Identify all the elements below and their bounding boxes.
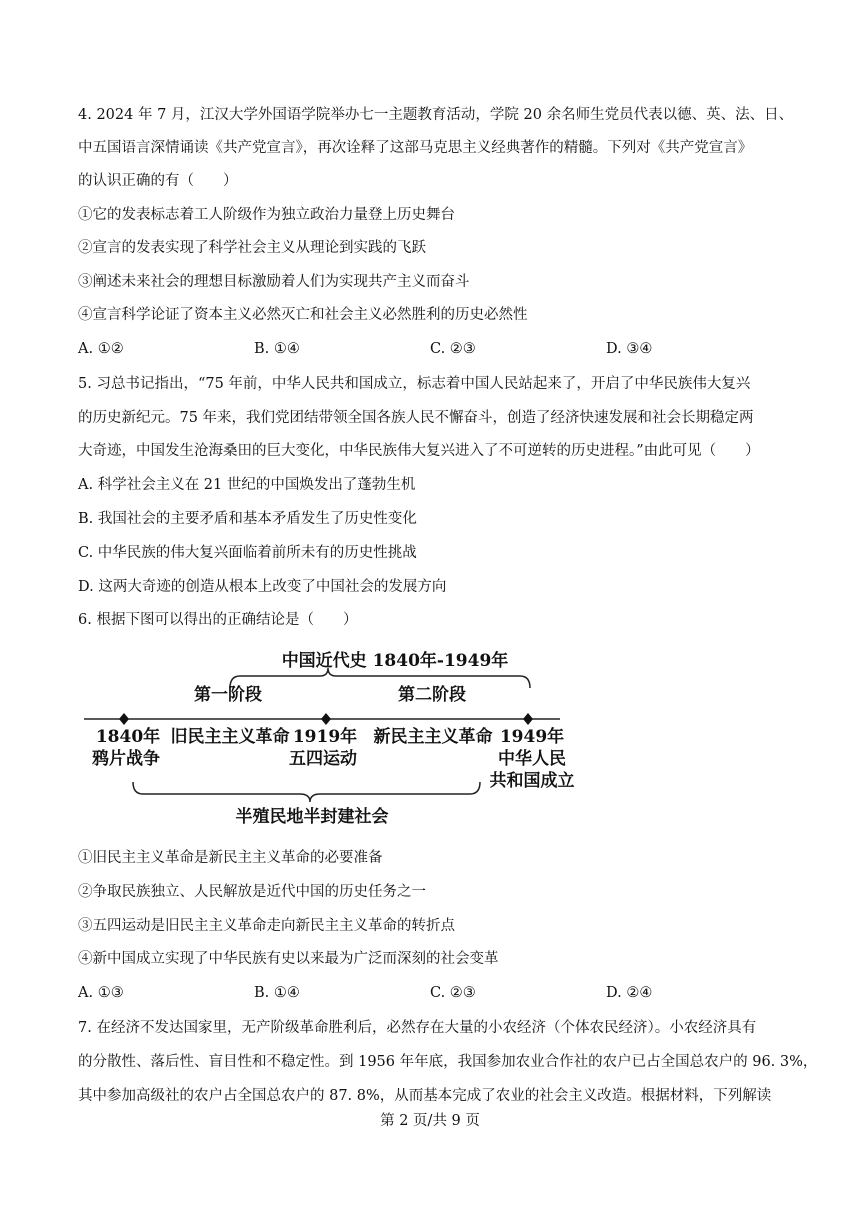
marker-1949: [523, 713, 533, 725]
q5-stem-line-3: 大奇迹，中国发生沧海桑田的巨大变化，中华民族伟大复兴进入了不可逆转的历史进程。”由此可见（ ）: [78, 443, 760, 459]
year-1919: 1919年: [292, 727, 358, 747]
q4-option-a[interactable]: A. ①②: [78, 341, 124, 357]
q4-option-d[interactable]: D. ③④: [606, 341, 653, 357]
q4-option-c[interactable]: C. ②③: [430, 341, 476, 357]
year-1840: 1840年: [95, 727, 161, 747]
society-label: 半殖民地半封建社会: [235, 807, 389, 827]
q5-stem-line-1: 5. 习总书记指出，“75 年前，中华人民共和国成立，标志着中国人民站起来了，开启了中华民族伟大复兴: [78, 376, 751, 392]
q5-option-b[interactable]: B. 我国社会的主要矛盾和基本矛盾发生了历史性变化: [78, 511, 417, 527]
q4-stem-line-3: 的认识正确的有（ ）: [78, 173, 238, 189]
q6-item-3: ③五四运动是旧民主主义革命走向新民主主义革命的转折点: [78, 918, 455, 934]
year-1949: 1949年: [499, 727, 565, 747]
new-revolution-label: 新民主主义革命: [373, 727, 493, 747]
q7-stem-line-3: 其中参加高级社的农户占全国总农户的 87. 8%，从而基本完成了农业的社会主义改造。根据材料，下列解读: [78, 1088, 772, 1104]
page-footer: 第 2 页/共 9 页: [380, 1113, 480, 1129]
q5-stem-line-2: 的历史新纪元。75 年来，我们党团结带领全国各族人民不懈奋斗，创造了经济快速发展和社会长期稳定两: [78, 410, 754, 426]
q7-stem-line-2: 的分散性、落后性、盲目性和不稳定性。到 1956 年年底，我国参加农业合作社的农户已占全国总农户的 96. 3%，: [78, 1054, 818, 1070]
q6-option-a[interactable]: A. ①③: [78, 985, 124, 1001]
old-revolution-label: 旧民主主义革命: [170, 727, 290, 747]
diagram-title: 中国近代史 1840年-1949年: [281, 651, 509, 671]
marker-1919: [321, 713, 331, 725]
q4-item-1: ①它的发表标志着工人阶级作为独立政治力量登上历史舞台: [78, 207, 455, 223]
q7-stem-line-1: 7. 在经济不发达国家里，无产阶级革命胜利后，必然存在大量的小农经济（个体农民经济）。小农经济具有: [78, 1020, 757, 1036]
q6-item-4: ④新中国成立实现了中华民族有史以来最为广泛而深刻的社会变革: [78, 951, 499, 967]
event-1919: 五四运动: [289, 749, 357, 769]
lower-brace: [133, 782, 480, 802]
q4-stem-line-2: 中五国语言深情诵读《共产党宣言》，再次诠释了这部马克思主义经典著作的精髓。下列对《共产党宣言》: [78, 140, 753, 156]
q6-option-b[interactable]: B. ①④: [254, 985, 300, 1001]
timeline-diagram: [0, 640, 860, 840]
q5-option-d[interactable]: D. 这两大奇迹的创造从根本上改变了中国社会的发展方向: [78, 579, 447, 595]
marker-1840: [119, 713, 129, 725]
q4-item-2: ②宣言的发表实现了科学社会主义从理论到实践的飞跃: [78, 240, 426, 256]
q6-stem: 6. 根据下图可以得出的正确结论是（ ）: [78, 612, 358, 628]
q6-item-1: ①旧民主主义革命是新民主主义革命的必要准备: [78, 850, 383, 866]
q4-item-3: ③阐述未来社会的理想目标激励着人们为实现共产主义而奋斗: [78, 274, 470, 290]
stage-1-label: 第一阶段: [194, 685, 262, 705]
upper-brace: [230, 668, 530, 688]
q5-option-c[interactable]: C. 中华民族的伟大复兴面临着前所未有的历史性挑战: [78, 545, 417, 561]
event-1949-line-1: 中华人民: [498, 749, 566, 769]
q6-option-d[interactable]: D. ②④: [606, 985, 653, 1001]
q4-item-4: ④宣言科学论证了资本主义必然灭亡和社会主义必然胜利的历史必然性: [78, 307, 528, 323]
q4-stem-line-1: 4. 2024 年 7 月，江汉大学外国语学院举办七一主题教育活动，学院 20 余名师生党员代表以德、英、法、日、: [78, 107, 794, 123]
event-1840: 鸦片战争: [92, 749, 160, 769]
q6-option-c[interactable]: C. ②③: [430, 985, 476, 1001]
q6-item-2: ②争取民族独立、人民解放是近代中国的历史任务之一: [78, 884, 426, 900]
stage-2-label: 第二阶段: [398, 685, 466, 705]
q4-option-b[interactable]: B. ①④: [254, 341, 300, 357]
q5-option-a[interactable]: A. 科学社会主义在 21 世纪的中国焕发出了蓬勃生机: [78, 477, 416, 493]
event-1949-line-2: 共和国成立: [489, 771, 575, 791]
